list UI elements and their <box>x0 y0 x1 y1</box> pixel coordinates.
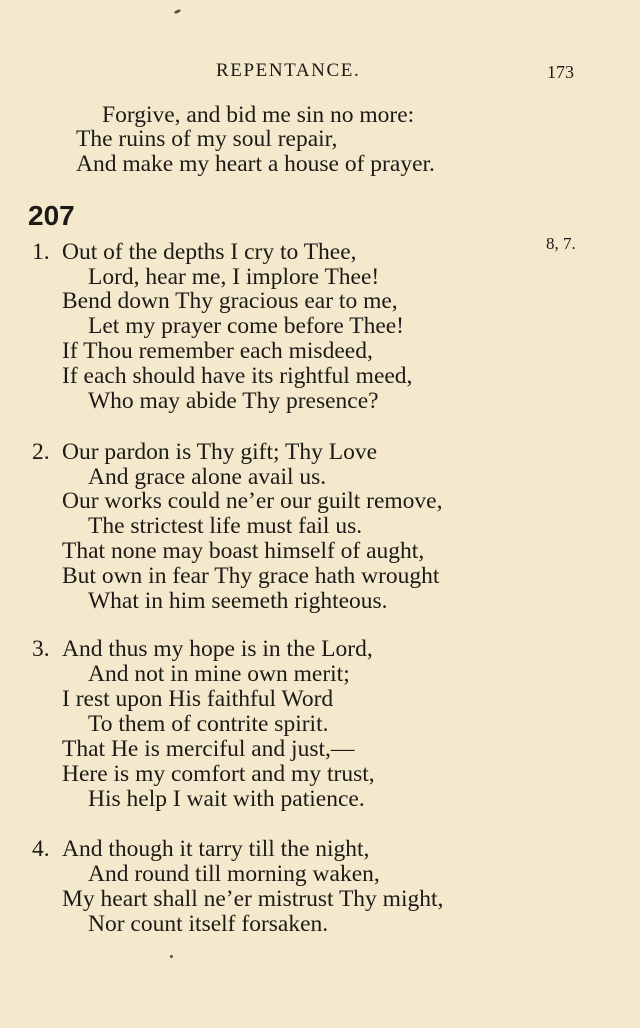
stanza-line: Out of the depths I cry to Thee, <box>62 239 357 265</box>
page-number: 173 <box>547 62 574 82</box>
stanza-line: That none may boast himself of aught, <box>62 538 425 564</box>
stanza-line: Nor count itself forsaken. <box>88 911 329 937</box>
section-title: REPENTANCE. <box>216 60 361 81</box>
stanza-line: And grace alone avail us. <box>88 464 327 490</box>
stanza-line: Our pardon is Thy gift; Thy Love <box>62 439 378 465</box>
stanza-line: What in him seemeth righteous. <box>88 588 388 614</box>
stanza-line: Who may abide Thy presence? <box>88 388 379 414</box>
stanza-line: But own in fear Thy grace hath wrought <box>62 563 440 589</box>
running-head <box>0 60 640 86</box>
stanza-line: To them of contrite spirit. <box>88 711 329 737</box>
stanza-number: 1. <box>32 239 50 265</box>
continuation-line: The ruins of my soul repair, <box>76 126 338 152</box>
ink-speck <box>174 9 182 15</box>
stanza-number: 2. <box>32 439 50 465</box>
stanza-line: That He is merciful and just,— <box>62 736 355 762</box>
stanza-line: His help I wait with patience. <box>88 786 365 812</box>
hymn-meter: 8, 7. <box>546 234 576 253</box>
stanza-line: Our works could ne’er our guilt remove, <box>62 488 443 514</box>
stanza-number: 3. <box>32 636 50 662</box>
stanza-line: Let my prayer come before Thee! <box>88 313 404 339</box>
stanza-line: Bend down Thy gracious ear to me, <box>62 288 398 314</box>
stanza-line: If Thou remember each misdeed, <box>62 338 373 364</box>
hymn-number: 207 <box>28 200 75 231</box>
stanza-line: And though it tarry till the night, <box>62 836 370 862</box>
continuation-line: Forgive, and bid me sin no more: <box>102 102 415 128</box>
stanza-line: Lord, hear me, I implore Thee! <box>88 264 380 290</box>
stanza-line: If each should have its rightful meed, <box>62 363 413 389</box>
stanza-number: 4. <box>32 836 50 862</box>
stanza-line: The strictest life must fail us. <box>88 513 363 539</box>
stanza-line: And thus my hope is in the Lord, <box>62 636 373 662</box>
ink-speck <box>170 955 173 958</box>
stanza-line: And not in mine own merit; <box>88 661 350 687</box>
stanza-line: And round till morning waken, <box>88 861 380 887</box>
stanza-line: I rest upon His faithful Word <box>62 686 334 712</box>
stanza-line: My heart shall ne’er mistrust Thy might, <box>62 886 444 912</box>
continuation-line: And make my heart a house of prayer. <box>76 151 435 177</box>
stanza-line: Here is my comfort and my trust, <box>62 761 375 787</box>
